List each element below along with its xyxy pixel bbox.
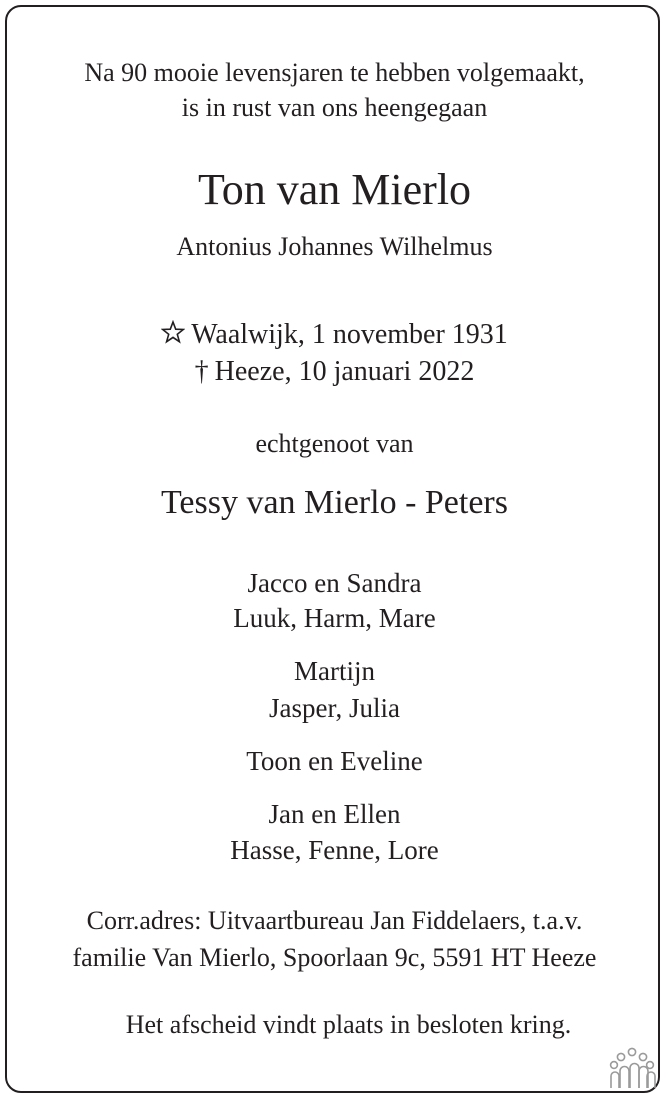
family-parents-3: Toon en Eveline [246,746,423,776]
star-icon [161,320,185,344]
closing-text: Het afscheid vindt plaats in besloten kring. [125,1010,572,1039]
family-children-1: Luuk, Harm, Mare [233,603,436,633]
address-line-1: Corr.adres: Uitvaartbureau Jan Fiddelaers, t.a.v. [86,906,583,935]
family-parents-4: Jan en Ellen [268,799,401,829]
deceased-full-name: Antonius Johannes Wilhelmus [176,232,493,261]
family-children-2: Jasper, Julia [269,693,400,723]
birth-line [0,320,669,349]
cross-icon: † [194,356,209,387]
deceased-name: Ton van Mierlo [197,165,472,214]
birth-text: Waalwijk, 1 november 1931 [191,319,508,350]
intro-line-1: Na 90 mooie levensjaren te hebben volgemaakt, [84,58,585,87]
death-line [0,358,669,386]
death-text: Heeze, 10 januari 2022 [214,356,475,387]
address-line-2: familie Van Mierlo, Spoorlaan 9c, 5591 HT Heeze [72,943,597,972]
intro-line-2: is in rust van ons heengegaan [181,93,488,122]
people-group-icon [608,1046,656,1090]
family-parents-2: Martijn [294,656,375,686]
family-parents-1: Jacco en Sandra [247,568,422,598]
spouse-lead: echtgenoot van [255,429,414,458]
spouse-name: Tessy van Mierlo - Peters [161,484,508,521]
family-children-4: Hasse, Fenne, Lore [230,835,439,865]
